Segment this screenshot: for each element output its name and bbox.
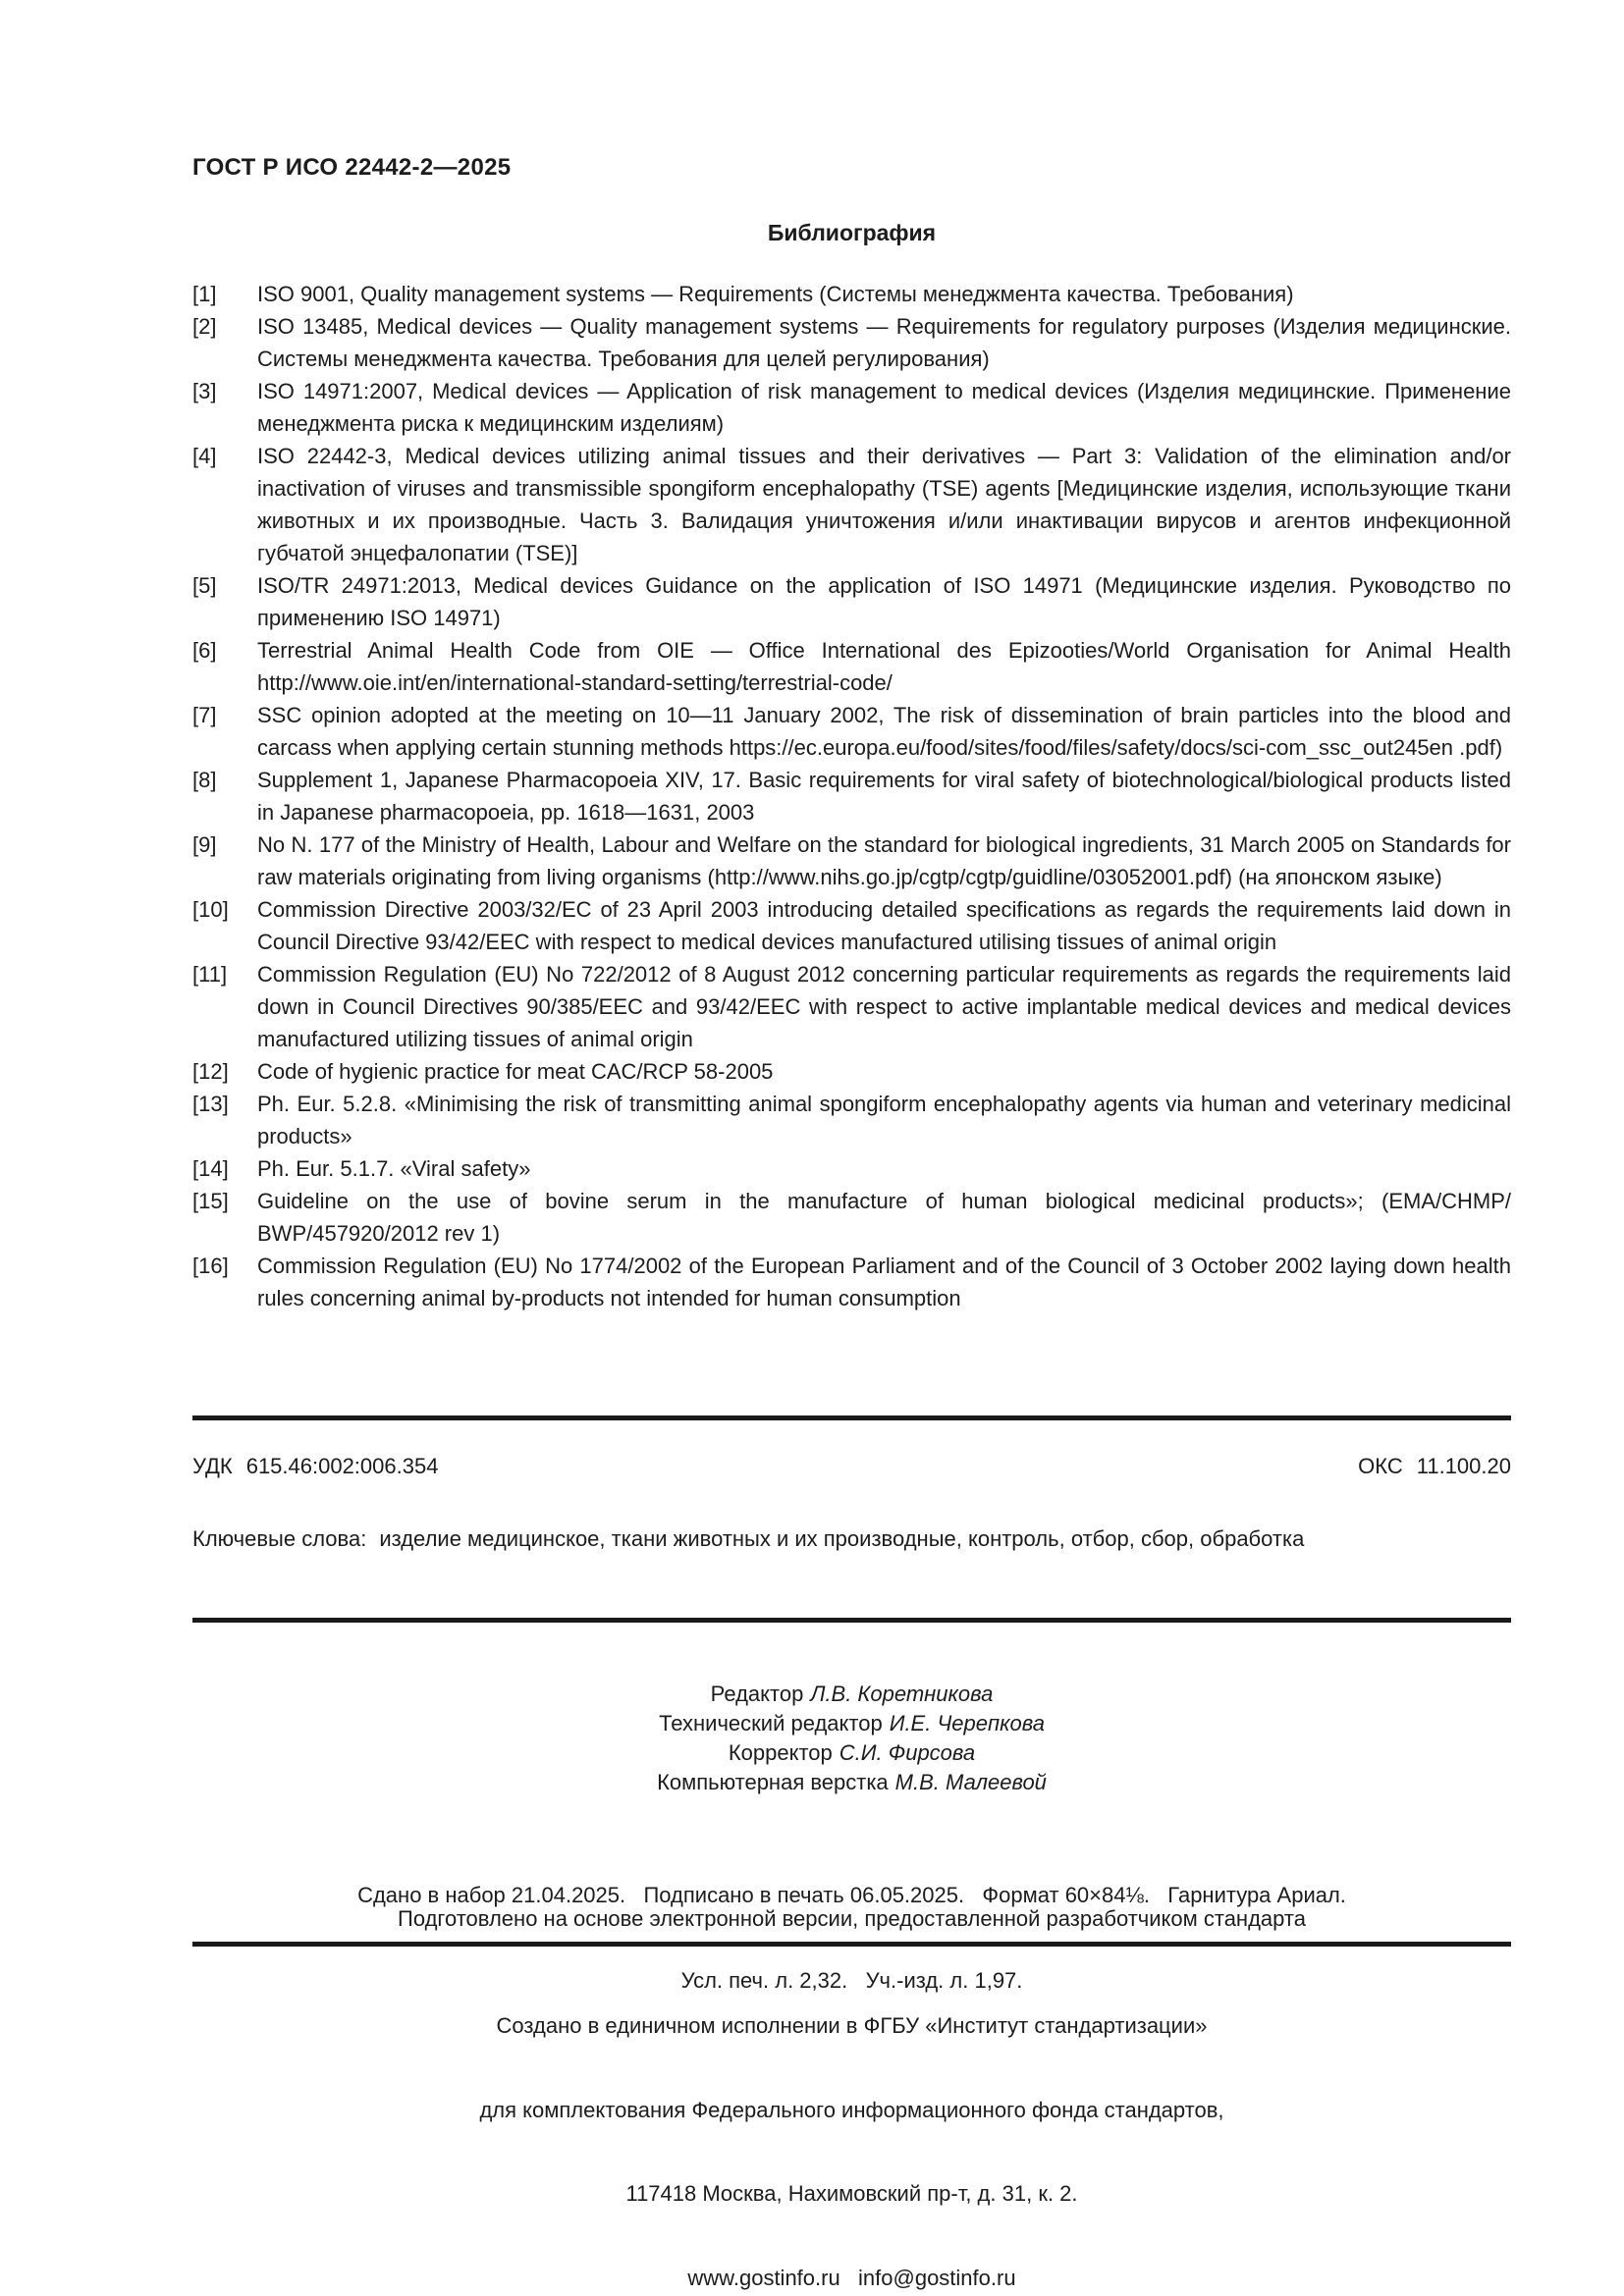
staff-name: М.В. Малеевой xyxy=(894,1770,1047,1794)
entry-number: [1] xyxy=(192,282,217,306)
entry-text: Supplement 1, Japanese Pharmacopoeia XIV, 17. Basic requirements for viral safety of biotechnological/biological products listed in Japanese pharmacopoeia, pp. 1618—1631, 2003 xyxy=(257,768,1511,825)
oks-label: ОКС xyxy=(1358,1454,1403,1478)
publisher-block xyxy=(192,1956,1511,2296)
oks-value: 11.100.20 xyxy=(1416,1454,1511,1478)
bibliography-entry xyxy=(192,893,1511,958)
imprint-line: Усл. печ. л. 2,32. Уч.-изд. л. 1,97. xyxy=(680,1968,1023,1993)
oks-code xyxy=(1358,1450,1511,1482)
entry-number: [4] xyxy=(192,444,217,468)
publisher-line: 117418 Москва, Нахимовский пр-т, д. 31, к. 2. xyxy=(625,2181,1078,2206)
section-title-bibliography: Библиография xyxy=(767,220,937,245)
udk-code xyxy=(192,1450,438,1482)
horizontal-divider xyxy=(192,1618,1511,1623)
publisher-line: www.gostinfo.ru info@gostinfo.ru xyxy=(687,2265,1016,2290)
udk-label: УДК xyxy=(192,1454,233,1478)
entry-number: [3] xyxy=(192,379,217,403)
entry-number: [11] xyxy=(192,962,228,987)
entry-text: ISO 13485, Medical devices — Quality management systems — Requirements for regulatory purposes (Изделия медицинские. Системы менеджмента качества. Требования для целей регулирования) xyxy=(257,314,1511,371)
entry-text: ISO 22442-3, Medical devices utilizing animal tissues and their derivatives — Part 3: Validation of the elimination and/​or inactivation of viruses and transmissible spongiform encephalopathy (TSE) agents [Медицинские изделия, использующие ткани животных и их производные. Часть 3. Валидация уничтожения и/или инактивации вирусов и агентов инфекционной губчатой энцефалопатии (TSE)] xyxy=(257,444,1511,565)
entry-number: [14] xyxy=(192,1156,229,1181)
entry-text: Ph. Eur. 5.1.7. «Viral safety» xyxy=(257,1156,531,1181)
staff-line xyxy=(192,1768,1511,1797)
entry-number: [13] xyxy=(192,1092,229,1116)
bibliography-entry xyxy=(192,440,1511,569)
bibliography-entry xyxy=(192,1152,1511,1185)
entry-number: [5] xyxy=(192,573,217,598)
udk-value: 615.46:002:006.354 xyxy=(245,1454,439,1478)
entry-text: ISO 9001, Quality management systems — Requirements (Системы менеджмента качества. Требования) xyxy=(257,282,1294,306)
entry-number: [9] xyxy=(192,832,217,857)
staff-name: И.Е. Черепкова xyxy=(889,1711,1045,1735)
staff-line xyxy=(192,1680,1511,1709)
entry-text: Guideline on the use of bovine serum in the manufacture of human biological medicinal products»; (EMA/CHMP/​BWP/457920/2012 rev 1) xyxy=(257,1189,1511,1246)
horizontal-divider xyxy=(192,1942,1511,1947)
bibliography-entry xyxy=(192,828,1511,893)
entry-text: SSC opinion adopted at the meeting on 10—11 January 2002, The risk of dissemination of brain particles into the blood and carcass when applying certain stunning methods https://ec.europa.eu/food/sites/food/files/safety/docs/​sci-com_ssc_out245en .pdf) xyxy=(257,703,1511,760)
entry-text: Code of hygienic practice for meat CAC/RCP 58-2005 xyxy=(257,1059,774,1084)
staff-role: Корректор xyxy=(728,1740,833,1765)
bibliography-entry xyxy=(192,1055,1511,1088)
entry-text: ISO/TR 24971:2013, Medical devices Guidance on the application of ISO 14971 (Медицинские изделия. Руководство по применению ISO 14971) xyxy=(257,573,1511,630)
staff-line xyxy=(192,1738,1511,1768)
bibliography-entry xyxy=(192,569,1511,634)
entry-number: [15] xyxy=(192,1189,229,1213)
entry-number: [2] xyxy=(192,314,217,339)
bibliography-entry xyxy=(192,1250,1511,1314)
entry-text: Commission Regulation (EU) No 722/2012 of 8 August 2012 concerning particular requirements as regards the requirements laid down in Council Directives 90/385/EEC and 93/42/EEC with respect to active implantable medical devices and medical devices manufactured utilizing tissues of animal origin xyxy=(257,962,1511,1051)
keywords-label: Ключевые слова: xyxy=(192,1526,367,1551)
publisher-line: для комплектования Федерального информационного фонда стандартов, xyxy=(479,2097,1224,2122)
entry-text: Commission Directive 2003/32/EC of 23 April 2003 introducing detailed specifications as regards the requirements laid down in Council Directive 93/42/EEC with respect to medical devices manufactured utilising tissues of animal origin xyxy=(257,897,1511,954)
entry-number: [7] xyxy=(192,703,217,727)
bibliography-entry xyxy=(192,634,1511,699)
entry-number: [6] xyxy=(192,638,217,663)
entry-text: No N. 177 of the Ministry of Health, Labour and Welfare on the standard for biological ingredients, 31 March 2005 on Standards for raw materials originating from living organisms (http://www.nihs.go.jp/cgtp/cgtp/guidline/03052001.​pdf) (на японском языке) xyxy=(257,832,1511,889)
keywords-text: изделие медицинское, ткани животных и их производные, контроль, отбор, сбор, обработка xyxy=(379,1526,1305,1551)
prepared-note: Подготовлено на основе электронной версии, предоставленной разработчиком стандарта xyxy=(398,1906,1306,1931)
entry-number: [12] xyxy=(192,1059,229,1084)
imprint-line: Сдано в набор 21.04.2025. Подписано в печать 06.05.2025. Формат 60×84⅛. Гарнитура Ариал. xyxy=(357,1883,1346,1907)
bibliography-entry xyxy=(192,699,1511,764)
bibliography-entry xyxy=(192,375,1511,440)
staff-name: Л.В. Коретникова xyxy=(810,1682,994,1706)
publisher-line: Создано в единичном исполнении в ФГБУ «Институт стандартизации» xyxy=(496,2013,1208,2038)
entry-text: Commission Regulation (EU) No 1774/2002 of the European Parliament and of the Council of 3 October 2002 laying down health rules concerning animal by-products not intended for human consumption xyxy=(257,1254,1511,1310)
entry-text: ISO 14971:2007, Medical devices — Application of risk management to medical devices (Изделия медицинские. Применение менеджмента риска к медицинским изделиям) xyxy=(257,379,1511,436)
horizontal-divider xyxy=(192,1415,1511,1420)
entry-text: Ph. Eur. 5.2.8. «Minimising the risk of transmitting animal spongiform encephalopathy agents via human and veterinary medicinal products» xyxy=(257,1092,1511,1148)
bibliography-entry xyxy=(192,1185,1511,1250)
bibliography-entry xyxy=(192,1088,1511,1152)
bibliography-entry xyxy=(192,310,1511,375)
staff-line xyxy=(192,1709,1511,1738)
staff-role: Технический редактор xyxy=(659,1711,883,1735)
entry-number: [10] xyxy=(192,897,229,922)
bibliography-entry xyxy=(192,764,1511,828)
entry-text: Terrestrial Animal Health Code from OIE — Office International des Epizooties/World Organisation for Animal Health http://www.oie.int/en/international-standard-setting/terrestrial-code/ xyxy=(257,638,1511,695)
bibliography-entry xyxy=(192,958,1511,1055)
staff-name: С.И. Фирсова xyxy=(839,1740,976,1765)
classification-row xyxy=(192,1450,1511,1482)
staff-role: Компьютерная верстка xyxy=(657,1770,889,1794)
entry-number: [8] xyxy=(192,768,217,792)
entry-number: [16] xyxy=(192,1254,229,1278)
bibliography-entry xyxy=(192,278,1511,310)
keywords-paragraph xyxy=(192,1522,1511,1555)
editorial-staff-block xyxy=(192,1680,1511,1797)
staff-role: Редактор xyxy=(710,1682,804,1706)
standard-designation: ГОСТ Р ИСО 22442-2—2025 xyxy=(192,154,512,181)
bibliography-list xyxy=(192,278,1511,1314)
